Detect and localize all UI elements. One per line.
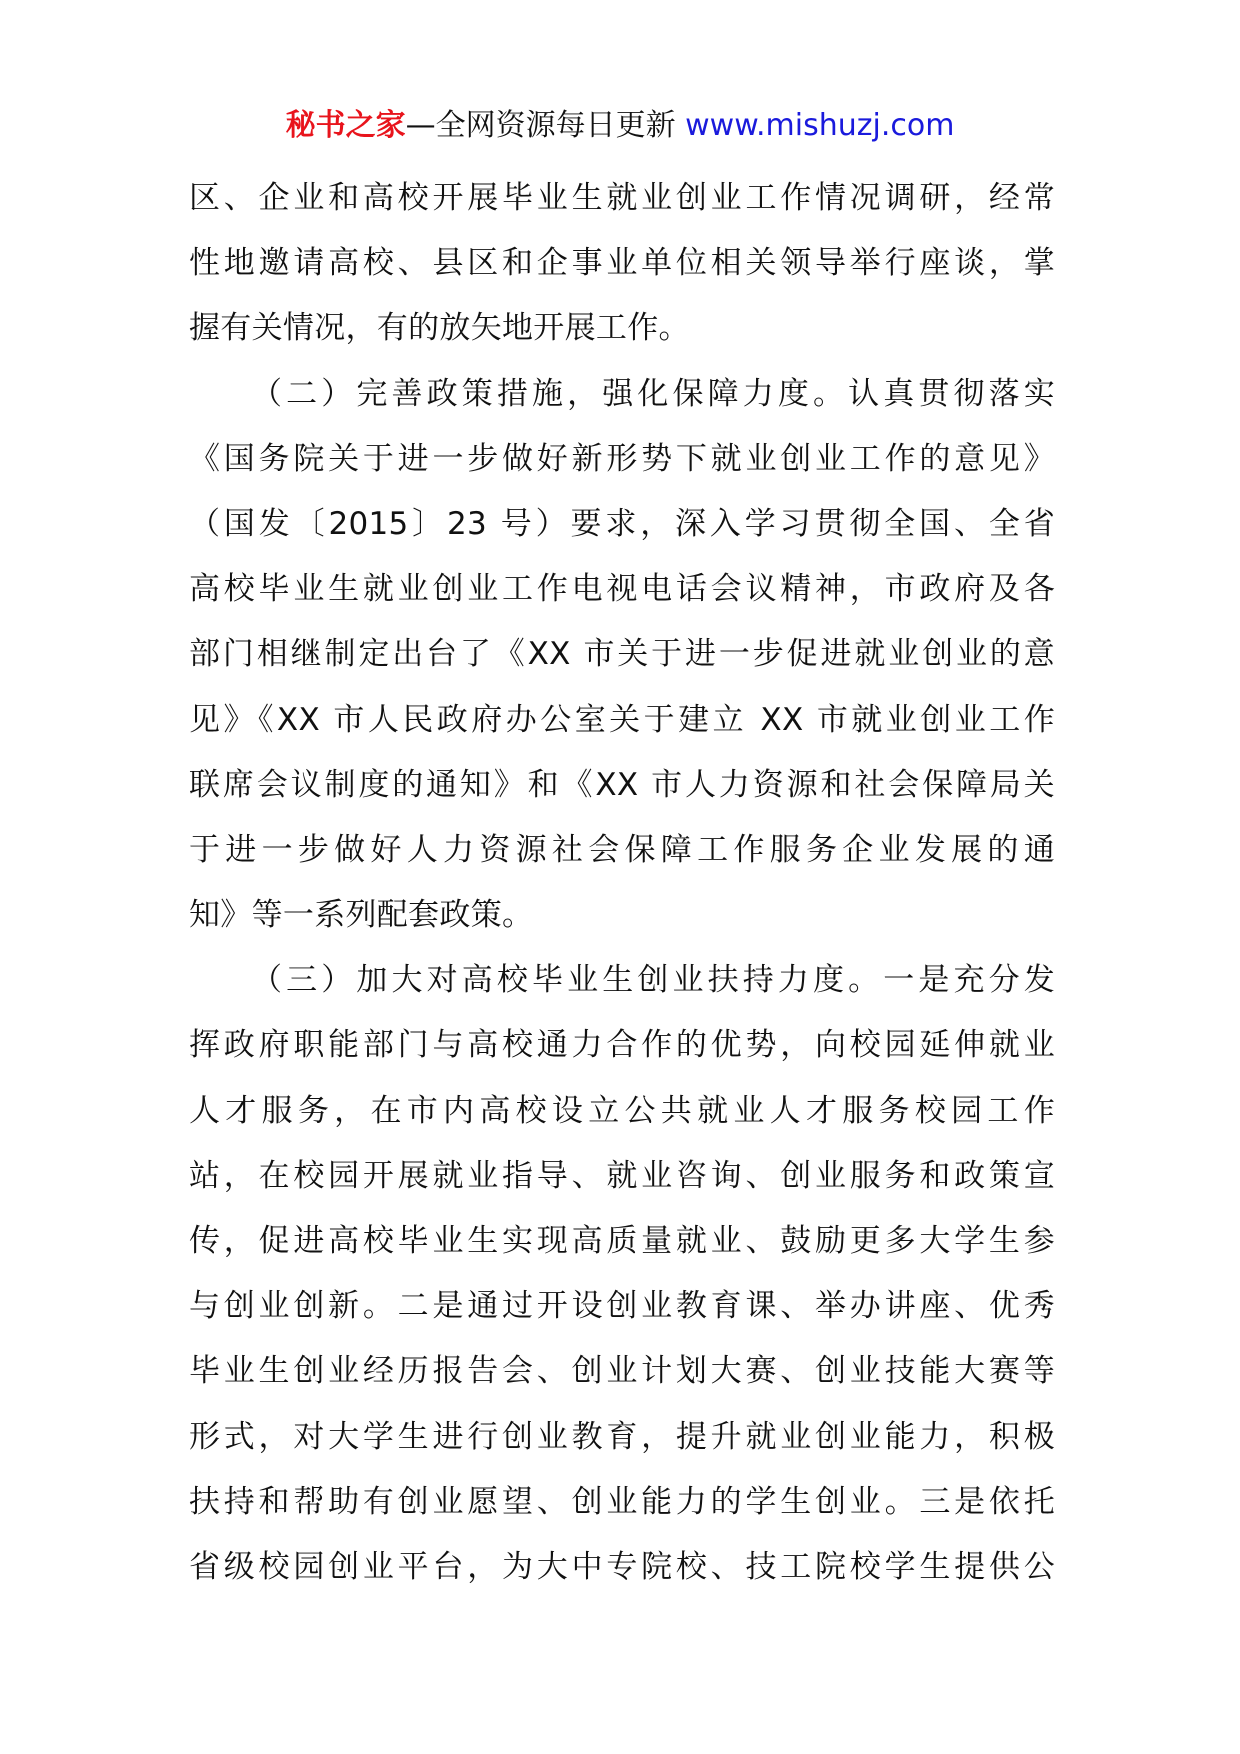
text-line: 于进一步做好人力资源社会保障工作服务企业发展的通 — [189, 831, 1055, 868]
text-line: 传，促进高校毕业生实现高质量就业、鼓励更多大学生参 — [189, 1223, 1055, 1259]
text-line: 区、企业和高校开展毕业生就业创业工作情况调研，经常 — [189, 180, 1055, 216]
paragraph-3 — [189, 948, 1055, 1600]
text-line: 性地邀请高校、县区和企事业单位相关领导举行座谈，掌 — [189, 245, 1055, 282]
website-link[interactable]: www.mishuzj.com — [685, 108, 955, 143]
page-header — [0, 104, 1240, 148]
text-line: 毕业生创业经历报告会、创业计划大赛、创业技能大赛等 — [189, 1353, 1055, 1390]
document-body — [189, 166, 1055, 1600]
text-line: 与创业创新。二是通过开设创业教育课、举办讲座、优秀 — [189, 1288, 1055, 1325]
paragraph-2 — [189, 362, 1055, 949]
text-line: （国发〔2015〕23 号）要求，深入学习贯彻全国、全省 — [189, 505, 1055, 542]
text-line: 挥政府职能部门与高校通力合作的优势，向校园延伸就业 — [189, 1027, 1055, 1064]
text-line: 《国务院关于进一步做好新形势下就业创业工作的意见》 — [189, 440, 1055, 477]
text-line: 握有关情况，有的放矢地开展工作。 — [189, 310, 690, 347]
text-line: 站，在校园开展就业指导、就业咨询、创业服务和政策宣 — [189, 1157, 1055, 1194]
brand-name: 秘书之家 — [285, 108, 406, 143]
text-line: 见》《XX 市人民政府办公室关于建立 XX 市就业创业工作 — [189, 701, 1055, 738]
text-line: 人才服务，在市内高校设立公共就业人才服务校园工作 — [189, 1092, 1055, 1129]
text-line: 扶持和帮助有创业愿望、创业能力的学生创业。三是依托 — [189, 1483, 1055, 1520]
text-line: （三）加大对高校毕业生创业扶持力度。一是充分发 — [251, 962, 1055, 999]
text-line: 部门相继制定出台了《XX 市关于进一步促进就业创业的意 — [189, 636, 1055, 673]
text-line: 形式，对大学生进行创业教育，提升就业创业能力，积极 — [189, 1418, 1055, 1455]
text-line: 知》等一系列配套政策。 — [189, 897, 534, 934]
text-line: 省级校园创业平台，为大中专院校、技工院校学生提供公 — [189, 1548, 1055, 1585]
text-line: （二）完善政策措施，强化保障力度。认真贯彻落实 — [251, 375, 1055, 412]
header-tagline: —全网资源每日更新 — [405, 108, 676, 143]
text-line: 联席会议制度的通知》和《XX 市人力资源和社会保障局关 — [189, 766, 1055, 803]
paragraph-1 — [189, 166, 1055, 362]
text-line: 高校毕业生就业创业工作电视电话会议精神，市政府及各 — [189, 571, 1055, 608]
